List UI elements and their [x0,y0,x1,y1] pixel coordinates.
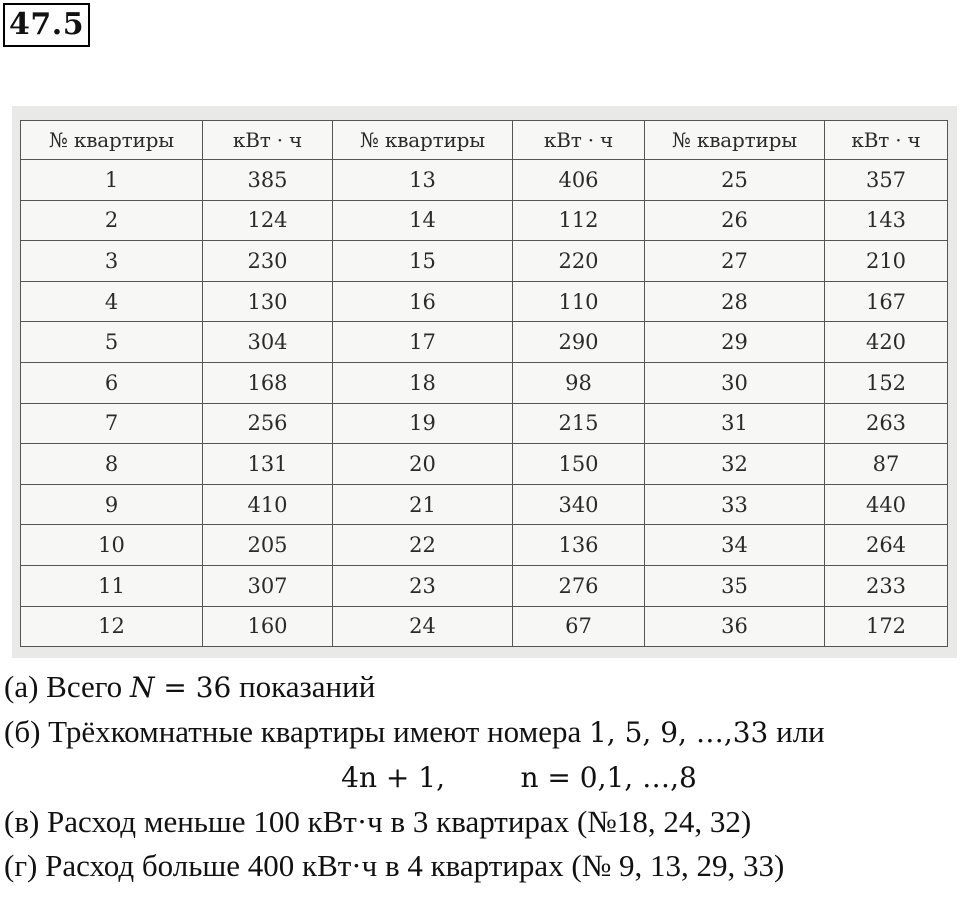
answer-c: (в) Расход меньше 100 кВт·ч в 3 квартирах (№18, 24, 32) [4,804,752,839]
kwh-cell: 172 [825,606,948,647]
table-row [21,322,948,363]
answer-b-prefix: (б) Трёхкомнатные квартиры имеют номера [4,714,589,749]
table-row [21,484,948,525]
apartment-number-cell: 29 [645,322,825,363]
kwh-cell: 205 [203,525,333,566]
apartment-number-cell: 30 [645,362,825,403]
apartment-number-cell: 22 [333,525,513,566]
kwh-cell: 124 [203,200,333,241]
apartment-number-cell: 19 [333,403,513,444]
apartment-number-cell: 3 [21,241,203,282]
kwh-cell: 210 [825,241,948,282]
kwh-cell: 143 [825,200,948,241]
apartment-number-cell: 13 [333,160,513,201]
apartment-number-cell: 2 [21,200,203,241]
table-header-cell: № квартиры [21,121,203,160]
kwh-cell: 256 [203,403,333,444]
apartment-number-cell: 17 [333,322,513,363]
apartment-number-cell: 9 [21,484,203,525]
kwh-cell: 110 [513,281,645,322]
answer-a-prefix: (а) Всего [4,669,130,704]
kwh-cell: 167 [825,281,948,322]
apartment-number-cell: 24 [333,606,513,647]
formula-left: 4n + 1, [341,761,445,794]
table-image [12,106,957,658]
kwh-cell: 168 [203,362,333,403]
answer-b-suffix: или [768,714,825,749]
answer-a-math-var: N [129,671,155,704]
table-row [21,362,948,403]
apartment-number-cell: 10 [21,525,203,566]
apartment-number-cell: 34 [645,525,825,566]
kwh-cell: 385 [203,160,333,201]
apartment-number-cell: 4 [21,281,203,322]
kwh-cell: 307 [203,565,333,606]
apartment-number-cell: 21 [333,484,513,525]
table-header-cell: кВт · ч [825,121,948,160]
kwh-cell: 340 [513,484,645,525]
answer-b [4,710,954,755]
kwh-cell: 230 [203,241,333,282]
table-row [21,403,948,444]
apartment-number-cell: 27 [645,241,825,282]
kwh-cell: 406 [513,160,645,201]
apartment-number-cell: 36 [645,606,825,647]
apartment-number-cell: 8 [21,444,203,485]
apartment-number-cell: 7 [21,403,203,444]
answer-a-math: = 36 [154,671,232,704]
kwh-cell: 276 [513,565,645,606]
apartment-number-cell: 15 [333,241,513,282]
apartment-number-cell: 31 [645,403,825,444]
table-body [21,160,948,647]
table-row [21,606,948,647]
table-row [21,241,948,282]
apartment-number-cell: 12 [21,606,203,647]
table-header-cell: кВт · ч [513,121,645,160]
answer-a-suffix: показаний [231,669,376,704]
table-row [21,444,948,485]
table-row [21,160,948,201]
kwh-cell: 160 [203,606,333,647]
table-header-cell: № квартиры [645,121,825,160]
table-row [21,281,948,322]
kwh-cell: 263 [825,403,948,444]
kwh-cell: 98 [513,362,645,403]
apartment-number-cell: 6 [21,362,203,403]
table-row [21,200,948,241]
apartment-number-cell: 25 [645,160,825,201]
table-header-cell: № квартиры [333,121,513,160]
answer-d: (г) Расход больше 400 кВт·ч в 4 квартирах (№ 9, 13, 29, 33) [4,848,785,883]
consumption-table [20,120,948,647]
problem-number: 47.5 [3,3,90,47]
apartment-number-cell: 32 [645,444,825,485]
kwh-cell: 290 [513,322,645,363]
kwh-cell: 220 [513,241,645,282]
kwh-cell: 130 [203,281,333,322]
apartment-number-cell: 33 [645,484,825,525]
apartment-number-cell: 28 [645,281,825,322]
kwh-cell: 136 [513,525,645,566]
apartment-number-cell: 35 [645,565,825,606]
apartment-number-cell: 5 [21,322,203,363]
kwh-cell: 112 [513,200,645,241]
apartment-number-cell: 11 [21,565,203,606]
apartment-number-cell: 1 [21,160,203,201]
table-header-cell: кВт · ч [203,121,333,160]
answers-block [4,665,954,888]
answer-b-formula [4,755,954,800]
apartment-number-cell: 26 [645,200,825,241]
kwh-cell: 357 [825,160,948,201]
kwh-cell: 215 [513,403,645,444]
apartment-number-cell: 20 [333,444,513,485]
kwh-cell: 440 [825,484,948,525]
answer-a [4,665,954,710]
apartment-number-cell: 14 [333,200,513,241]
kwh-cell: 233 [825,565,948,606]
apartment-number-cell: 16 [333,281,513,322]
formula-right: n = 0,1, …,8 [520,761,697,794]
answer-b-math: 1, 5, 9, …,33 [588,716,769,749]
kwh-cell: 420 [825,322,948,363]
apartment-number-cell: 18 [333,362,513,403]
kwh-cell: 410 [203,484,333,525]
kwh-cell: 304 [203,322,333,363]
kwh-cell: 264 [825,525,948,566]
table-header-row [21,121,948,160]
apartment-number-cell: 23 [333,565,513,606]
kwh-cell: 67 [513,606,645,647]
table-row [21,565,948,606]
kwh-cell: 131 [203,444,333,485]
kwh-cell: 150 [513,444,645,485]
kwh-cell: 87 [825,444,948,485]
kwh-cell: 152 [825,362,948,403]
table-row [21,525,948,566]
